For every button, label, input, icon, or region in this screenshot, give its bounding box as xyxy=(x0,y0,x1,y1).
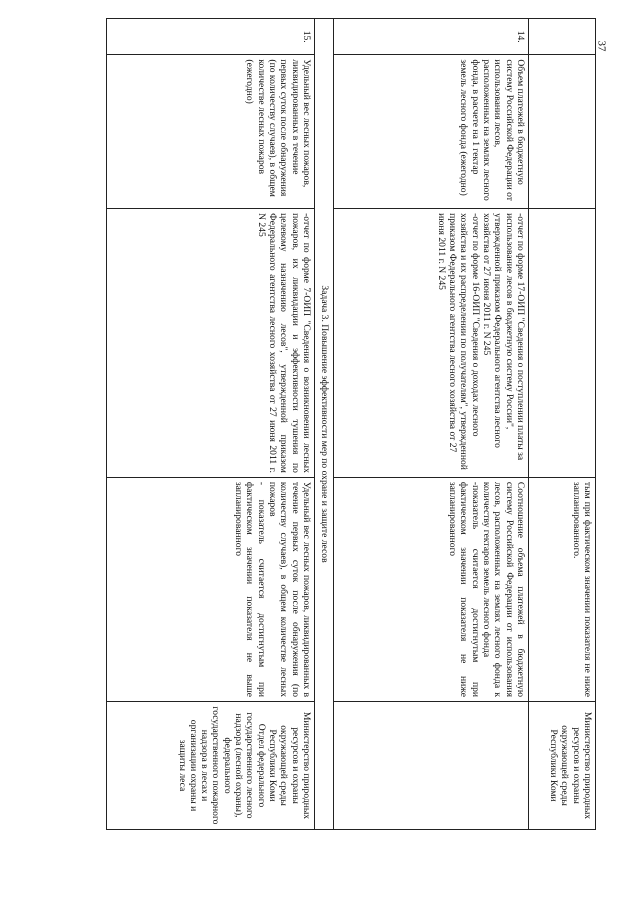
cell-indicator-name xyxy=(529,55,596,209)
table-row-15 xyxy=(107,19,315,830)
section-heading-row xyxy=(315,19,334,830)
cell-algorithm xyxy=(107,477,315,701)
algorithm-formula: Соотношение объема платежей в бюджетную систему Российской Федерации от использования лесов, расположенных на землях лесного фонда к количеству гектаров земель лесного фонда xyxy=(481,481,526,698)
cell-number: 14. xyxy=(334,19,529,55)
cell-algorithm: тым при фактическом значении показателя не ниже запланированного. xyxy=(529,477,596,701)
table-canvas xyxy=(106,18,596,830)
cell-number xyxy=(529,19,596,55)
page-number: 37 xyxy=(595,40,608,52)
algorithm-criterion: -показатель считается достигнутым при фактическом значении показателя не ниже запланированного xyxy=(447,481,481,698)
responsible-ministry: Министерство природных ресурсов и охраны окружающей среды Республики Коми xyxy=(267,711,312,820)
source-form-7: -отчет по форме 7-ОИП "Сведения о возникновении лесных пожаров, их ликвидации и эффективности тушения по целевому назначению лесов", утвержденной приказом Федерального агентства лесного хозяйства от 27 июня 2011 г. N 245 xyxy=(255,213,312,473)
cell-data-source xyxy=(529,209,596,478)
algorithm-formula: Удельный вес лесных пожаров, ликвидированных в течение первых суток после обнаружения (по количеству случаев), в общем количестве лесных пожаров xyxy=(267,481,312,698)
cell-indicator-name: Объем платежей в бюджетную систему Российской Федерации от использования лесов, расположенных на землях лесного фонда, в расчете на 1 гектар земель лесного фонда (ежегодно) xyxy=(334,55,529,209)
cell-number: 15. xyxy=(107,19,315,55)
rotated-table-container xyxy=(106,18,596,830)
responsible-department: Отдел федерального государственного лесного надзора (лесной охраны), федерального государственного пожарного надзора в лесах и организации охраны и защиты леса xyxy=(176,706,267,825)
cell-data-source xyxy=(107,209,315,478)
algorithm-criterion: - показатель считается достигнутым при фактическом значении показателя не выше запланированного xyxy=(233,481,267,698)
cell-responsible xyxy=(334,702,529,830)
section-title: Задача 3. Повышение эффективности мер по охране и защите лесов xyxy=(315,19,334,830)
cell-data-source xyxy=(334,209,529,478)
cell-responsible xyxy=(107,702,315,830)
indicators-table xyxy=(106,18,596,830)
cell-indicator-name: Удельный вес лесных пожаров, ликвидированных в течение первых суток после обнаружения (по количеству случаев), в общем количестве лесных пожаров (ежегодно) xyxy=(107,55,315,209)
cell-responsible: Министерство природных ресурсов и охраны окружающей среды Республики Коми xyxy=(529,702,596,830)
table-row-14 xyxy=(334,19,529,830)
table-row-continued xyxy=(529,19,596,830)
cell-algorithm xyxy=(334,477,529,701)
source-form-16: -отчет по форме 16-ОИП "Сведения о доходах лесного хозяйства и их распределении по получателям", утвержденной приказом Федерального агентства лесного хозяйства от 27 июня 2011 г. N 245 xyxy=(435,213,481,470)
source-form-17: -отчет по форме 17-ОИП "Сведения о поступлении платы за использование лесов в бюджетную систему России", утвержденной приказом Федерального агентства лесного хозяйства от 27 июня 2011 г. N 245 xyxy=(481,213,526,461)
